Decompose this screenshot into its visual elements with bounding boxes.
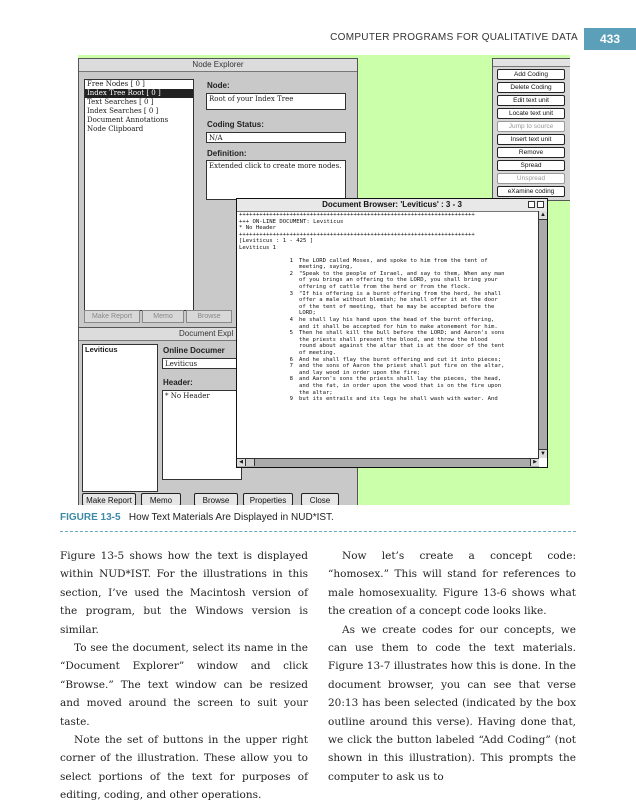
coding-status-field: N/A — [206, 132, 346, 143]
scroll-right-arrow-icon[interactable]: ▶ — [530, 459, 539, 466]
paragraph: Figure 13-5 shows how the text is displayed within NUD*IST. For the illustrations in this section, I’ve used the Macintosh version of the program, but the Windows version is similar. — [60, 550, 308, 636]
horizontal-scrollbar[interactable] — [237, 458, 539, 467]
verse-number: 4 — [289, 316, 293, 323]
verse-row[interactable] — [237, 376, 538, 396]
header-field: * No Header — [162, 390, 242, 480]
unspread-button[interactable]: Unspread — [497, 173, 565, 184]
figure-label: FIGURE 13-5 — [60, 512, 121, 523]
verse-text: and Aaron's sons the priests shall lay the pieces, the head, and the fat, in order upon the wood that is on the fire upon the altar; — [299, 376, 502, 396]
collapse-box-icon[interactable] — [537, 201, 544, 208]
verse-text: and the sons of Aaron the priest shall put fire on the altar, and lay wood in order upon the fire; — [299, 363, 505, 376]
online-document-label: Online Documer — [163, 346, 225, 355]
verse-row[interactable] — [237, 317, 538, 330]
list-item[interactable]: Free Nodes [ 0 ] — [87, 80, 145, 88]
scroll-up-arrow-icon[interactable]: ▲ — [540, 212, 546, 218]
verse-text: Then he shall kill the bull before the LORD; and Aaron's sons the priests shall present the blood, and throw the blood round about against the altar that is at the door of the tent of meeting. — [299, 330, 505, 356]
verse-number: 5 — [289, 330, 293, 337]
document-text-area[interactable] — [237, 212, 538, 458]
verse-number: 8 — [289, 376, 293, 383]
examine-coding-button[interactable]: eXamine coding — [497, 186, 565, 197]
document-browser-window — [236, 198, 548, 468]
document-header-lines — [237, 212, 538, 252]
delete-coding-button[interactable]: Delete Coding — [497, 82, 565, 93]
zoom-box-icon[interactable] — [528, 201, 535, 208]
verse-number: 9 — [289, 396, 293, 403]
document-list[interactable] — [82, 344, 158, 492]
verse-text: "Speak to the people of Israel, and say to them, When any man of you brings an offering to the LORD, you shall bring your offering of cattle from the herd or from the flock. — [299, 270, 505, 290]
figure-caption — [60, 512, 334, 523]
document-header-line: ++++++++++++++++++++++++++++++++++++++++++++++++++++++++++++++++++++++ — [239, 212, 475, 218]
memo-button[interactable]: Memo — [142, 310, 184, 323]
edit-text-unit-button[interactable]: Edit text unit — [497, 95, 565, 106]
running-header — [0, 30, 636, 50]
doc-close-button[interactable]: Close — [301, 493, 339, 505]
scroll-left-arrow-icon[interactable]: ◀ — [237, 459, 246, 466]
spread-button[interactable]: Spread — [497, 160, 565, 171]
document-header-line: ++++++++++++++++++++++++++++++++++++++++++++++++++++++++++++++++++++++ — [239, 231, 475, 238]
verse-number: 3 — [289, 290, 293, 297]
verse-number: 7 — [289, 363, 293, 370]
document-explorer-title-text: Document Expl — [179, 329, 234, 338]
verse-row[interactable] — [237, 271, 538, 291]
paragraph: To see the document, select its name in the “Document Explorer” window and click “Browse.” The text window can be resized and moved around the screen to suit your taste. — [60, 642, 308, 728]
online-document-field: Leviticus — [162, 358, 242, 369]
header-label: Header: — [163, 378, 193, 387]
verse-row[interactable] — [237, 396, 538, 403]
node-list[interactable] — [84, 79, 194, 311]
verse-row[interactable] — [237, 291, 538, 317]
palette-titlebar[interactable] — [493, 59, 570, 67]
verse-row[interactable] — [237, 330, 538, 356]
list-item[interactable]: Leviticus — [85, 345, 118, 354]
node-explorer-title[interactable]: Node Explorer — [79, 59, 357, 72]
body-left-column — [60, 547, 308, 805]
caption-divider — [60, 531, 576, 532]
verse-number: 6 — [289, 356, 293, 363]
vertical-scrollbar[interactable] — [538, 211, 547, 458]
browse-button[interactable]: Browse — [186, 310, 232, 323]
definition-field[interactable]: Extended click to create more nodes. — [206, 160, 346, 200]
definition-label: Definition: — [207, 149, 247, 158]
body-right-column — [328, 547, 576, 786]
doc-browse-button[interactable]: Browse — [194, 493, 238, 505]
list-item[interactable]: Index Tree Root [ 0 ] — [85, 89, 193, 98]
verse-row[interactable] — [237, 363, 538, 376]
verse-row[interactable] — [237, 357, 538, 364]
doc-properties-button[interactable]: Properties — [243, 493, 293, 505]
figure-screenshot — [78, 55, 570, 505]
running-title: COMPUTER PROGRAMS FOR QUALITATIVE DATA — [330, 32, 578, 43]
verse-text: "If his offering is a burnt offering from the herd, he shall offer a male without blemish; he shall offer it at the door of the tent of meeting, that he may be accepted before the LORD; — [299, 290, 502, 317]
paragraph: Now let’s create a concept code: “homosex.” This will stand for references to male homosexuality. Figure 13-6 shows what the creation of a concept code looks like. — [328, 550, 576, 618]
node-value-field[interactable]: Root of your Index Tree — [206, 93, 346, 110]
document-browser-title[interactable] — [237, 199, 547, 212]
document-header-line: +++ ON-LINE DOCUMENT: Leviticus — [239, 218, 344, 225]
document-browser-title-text: Document Browser: 'Leviticus' : 3 - 3 — [322, 200, 462, 209]
verse-text: he shall lay his hand upon the head of the burnt offering, and it shall be accepted for him to make atonement for him. — [299, 316, 498, 330]
add-coding-button[interactable]: Add Coding — [497, 69, 565, 80]
paragraph: As we create codes for our concepts, we can use them to code the text materials. Figure 13-7 illustrates how this is done. In the document browser, you can see that verse 20:13 has been selected (indicated by the box outline around this verse). Having done that, we click the button labeled “Add Coding” (not shown in this illustration). This prompts the computer to ask us to — [328, 623, 576, 783]
document-header-line: [Leviticus : 1 - 425 ] — [239, 238, 314, 245]
document-header-line: Leviticus 1 — [239, 244, 277, 251]
insert-text-unit-button[interactable]: Insert text unit — [497, 134, 565, 145]
list-item[interactable]: Node Clipboard — [87, 125, 144, 133]
page-number: 433 — [584, 28, 636, 50]
list-item[interactable]: Document Annotations — [87, 116, 169, 124]
coding-palette — [492, 58, 570, 201]
verse-text: And he shall flay the burnt offering and cut it into pieces; — [299, 356, 502, 363]
verse-number: 1 — [289, 257, 293, 264]
node-label: Node: — [207, 81, 230, 90]
list-item[interactable]: Index Searches [ 0 ] — [87, 107, 159, 115]
make-report-button[interactable]: Make Report — [84, 310, 140, 323]
verse-number: 2 — [289, 270, 293, 277]
locate-text-unit-button[interactable]: Locate text unit — [497, 108, 565, 119]
scroll-thumb[interactable] — [246, 459, 255, 466]
coding-status-label: Coding Status: — [207, 120, 264, 129]
doc-memo-button[interactable]: Memo — [141, 493, 181, 505]
list-item[interactable]: Text Searches [ 0 ] — [87, 98, 154, 106]
doc-make-report-button[interactable]: Make Report — [82, 493, 136, 505]
verse-row[interactable] — [237, 258, 538, 271]
remove-button[interactable]: Remove — [497, 147, 565, 158]
verse-text: but its entrails and its legs he shall wash with water. And — [299, 396, 498, 403]
document-header-line: * No Header — [239, 225, 277, 232]
jump-to-source-button[interactable]: Jump to source — [497, 121, 565, 132]
figure-caption-text: How Text Materials Are Displayed in NUD*IST. — [128, 512, 334, 523]
paragraph: Note the set of buttons in the upper right corner of the illustration. These allow you to select portions of the text for purposes of editing, coding, and other operations. — [60, 734, 308, 802]
verse-text: The LORD called Moses, and spoke to him from the tent of meeting, saying, — [299, 257, 488, 271]
scroll-down-arrow-icon[interactable]: ▼ — [540, 451, 546, 457]
